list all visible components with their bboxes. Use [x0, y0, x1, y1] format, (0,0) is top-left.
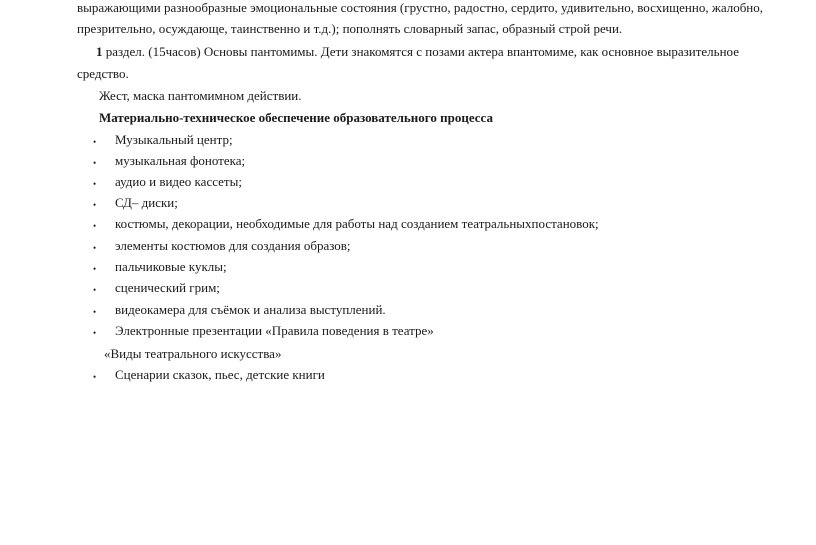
bullet-icon: •	[93, 243, 97, 253]
list-item: СД– диски;	[115, 195, 178, 210]
list-item: Музыкальный центр;	[115, 132, 233, 147]
section-paragraph-line-2: средство.	[77, 66, 129, 81]
list-item: сценический грим;	[115, 280, 220, 295]
section-paragraph-line-1	[96, 44, 739, 60]
bullet-icon: •	[93, 179, 97, 189]
list-item-continuation: «Виды театрального искусства»	[104, 346, 282, 361]
bullet-icon: •	[93, 264, 97, 274]
intro-line-2: презрительно, осуждающе, таинственно и т.д.); пополнять словарный запас, образный строй речи.	[77, 21, 623, 36]
list-item: Электронные презентации «Правила поведения в театре»	[115, 323, 434, 338]
bullet-icon: •	[93, 158, 97, 168]
section-number: 1	[96, 44, 103, 59]
section-heading: Материально-техническое обеспечение образовательного процесса	[99, 110, 493, 125]
bullet-icon: •	[93, 137, 97, 147]
list-item: костюмы, декорации, необходимые для работы над созданием театральныхпостановок;	[115, 216, 599, 231]
list-item: элементы костюмов для создания образов;	[115, 238, 351, 253]
bullet-icon: •	[93, 221, 97, 231]
bullet-icon: •	[93, 285, 97, 295]
gesture-line: Жест, маска пантомимном действии.	[99, 88, 302, 103]
list-item: пальчиковые куклы;	[115, 259, 227, 274]
list-item: видеокамера для съёмок и анализа выступлений.	[115, 302, 386, 317]
section-text: раздел. (15часов) Основы пантомимы. Дети знакомятся с позами актера впантомиме, как основное выразительное	[102, 44, 739, 59]
bullet-icon: •	[93, 328, 97, 338]
bullet-icon: •	[93, 307, 97, 317]
bullet-icon: •	[93, 200, 97, 210]
list-item: аудио и видео кассеты;	[115, 174, 242, 189]
list-item: Сценарии сказок, пьес, детские книги	[115, 367, 325, 382]
bullet-icon: •	[93, 372, 97, 382]
intro-line-1: выражающими разнообразные эмоциональные состояния (грустно, радостно, сердито, удивительно, восхищенно, жалобно,	[77, 0, 764, 15]
list-item: музыкальная фонотека;	[115, 153, 246, 168]
